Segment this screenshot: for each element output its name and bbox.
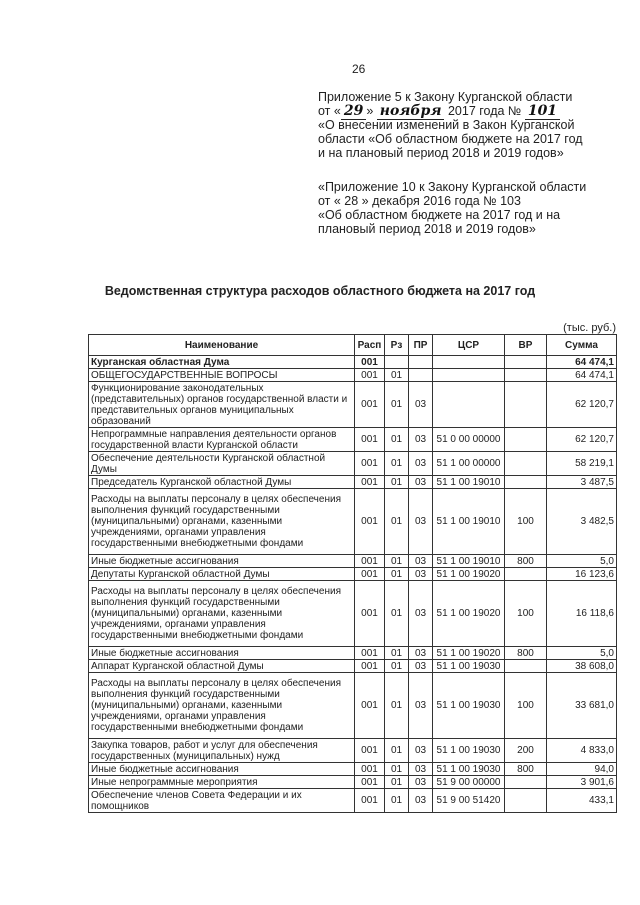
cell-sum: 4 833,0 (547, 739, 617, 763)
cell-name: Иные бюджетные ассигнования (89, 763, 355, 776)
cell-pr: 03 (409, 789, 433, 813)
cell-rz: 01 (385, 739, 409, 763)
table-row (89, 647, 617, 660)
cell-name: Расходы на выплаты персоналу в целях обеспечения выполнения функций государственными (муниципальными) органами, казенными учреждениями, органами управления государственными внебюджетными фондами (89, 489, 355, 555)
cell-rasp: 001 (355, 452, 385, 476)
cell-sum: 58 219,1 (547, 452, 617, 476)
cell-rasp: 001 (355, 660, 385, 673)
table-header-row (89, 335, 617, 356)
appendix-previous-line2: от « 28 » декабря 2016 года № 103 (318, 194, 521, 208)
cell-name: Обеспечение деятельности Курганской областной Думы (89, 452, 355, 476)
cell-sum: 5,0 (547, 555, 617, 568)
appendix-current-line1: Приложение 5 к Закону Курганской области (318, 90, 573, 104)
cell-pr: 03 (409, 673, 433, 739)
cell-name: Иные бюджетные ассигнования (89, 647, 355, 660)
cell-csr: 51 9 00 51420 (433, 789, 505, 813)
cell-sum: 3 901,6 (547, 776, 617, 789)
cell-rz: 01 (385, 452, 409, 476)
cell-rasp: 001 (355, 428, 385, 452)
cell-rasp: 001 (355, 739, 385, 763)
cell-vr (505, 382, 547, 428)
cell-vr: 100 (505, 489, 547, 555)
handwritten-number: 101 (525, 103, 560, 120)
cell-sum: 3 487,5 (547, 476, 617, 489)
table-row (89, 763, 617, 776)
cell-csr: 51 0 00 00000 (433, 428, 505, 452)
cell-name: Курганская областная Дума (89, 356, 355, 369)
header-rz: Рз (385, 335, 409, 356)
cell-sum: 16 123,6 (547, 568, 617, 581)
cell-vr (505, 356, 547, 369)
cell-name: Закупка товаров, работ и услуг для обеспечения государственных (муниципальных) нужд (89, 739, 355, 763)
header-csr: ЦСР (433, 335, 505, 356)
cell-name: Председатель Курганской областной Думы (89, 476, 355, 489)
table-row (89, 581, 617, 647)
cell-pr: 03 (409, 489, 433, 555)
cell-name: Депутаты Курганской областной Думы (89, 568, 355, 581)
cell-sum: 62 120,7 (547, 428, 617, 452)
cell-vr (505, 369, 547, 382)
cell-vr (505, 660, 547, 673)
cell-rasp: 001 (355, 776, 385, 789)
cell-pr: 03 (409, 382, 433, 428)
cell-sum: 62 120,7 (547, 382, 617, 428)
cell-vr: 200 (505, 739, 547, 763)
page-number: 26 (352, 62, 366, 76)
cell-vr (505, 452, 547, 476)
cell-sum: 5,0 (547, 647, 617, 660)
cell-pr: 03 (409, 555, 433, 568)
table-row (89, 382, 617, 428)
cell-csr (433, 369, 505, 382)
cell-csr: 51 1 00 19020 (433, 581, 505, 647)
cell-name: Расходы на выплаты персоналу в целях обеспечения выполнения функций государственными (муниципальными) органами, казенными учреждениями, органами управления государственными внебюджетными фондами (89, 581, 355, 647)
cell-vr (505, 428, 547, 452)
cell-name: Непрограммные направления деятельности органов государственной власти Курганской области (89, 428, 355, 452)
cell-vr (505, 476, 547, 489)
cell-rz: 01 (385, 660, 409, 673)
cell-pr: 03 (409, 776, 433, 789)
table-row (89, 476, 617, 489)
table-row (89, 452, 617, 476)
cell-rz: 01 (385, 581, 409, 647)
appendix-current-line4: области «Об областном бюджете на 2017 год (318, 132, 583, 146)
appendix-previous-line3: «Об областном бюджете на 2017 год и на (318, 208, 561, 222)
cell-rz: 01 (385, 369, 409, 382)
date-prefix: от « (318, 104, 341, 118)
table-row (89, 356, 617, 369)
cell-csr: 51 1 00 00000 (433, 452, 505, 476)
cell-rz: 01 (385, 647, 409, 660)
table-row (89, 568, 617, 581)
cell-rz: 01 (385, 476, 409, 489)
cell-rz: 01 (385, 776, 409, 789)
cell-name: Обеспечение членов Совета Федерации и их помощников (89, 789, 355, 813)
cell-rasp: 001 (355, 369, 385, 382)
cell-pr: 03 (409, 581, 433, 647)
date-year: 2017 года № (447, 104, 522, 118)
cell-csr: 51 1 00 19010 (433, 555, 505, 568)
cell-vr (505, 776, 547, 789)
cell-csr: 51 1 00 19030 (433, 660, 505, 673)
handwritten-day: 29 (341, 103, 366, 120)
appendix-current-line5: и на плановый период 2018 и 2019 годов» (318, 146, 564, 160)
cell-csr (433, 356, 505, 369)
cell-pr: 03 (409, 647, 433, 660)
cell-rz: 01 (385, 489, 409, 555)
cell-rasp: 001 (355, 647, 385, 660)
cell-rz: 01 (385, 382, 409, 428)
cell-rz: 01 (385, 763, 409, 776)
table-row (89, 489, 617, 555)
header-name: Наименование (89, 335, 355, 356)
cell-pr: 03 (409, 763, 433, 776)
cell-rasp: 001 (355, 763, 385, 776)
cell-name: Функционирование законодательных (представительных) органов государственной власти и представительных органов муниципальных образований (89, 382, 355, 428)
cell-name: Иные бюджетные ассигнования (89, 555, 355, 568)
appendix-previous-line1: «Приложение 10 к Закону Курганской области (318, 180, 587, 194)
cell-vr (505, 568, 547, 581)
cell-pr: 03 (409, 739, 433, 763)
header-vr: ВР (505, 335, 547, 356)
appendix-current-line3: «О внесении изменений в Закон Курганской (318, 118, 575, 132)
cell-name: ОБЩЕГОСУДАРСТВЕННЫЕ ВОПРОСЫ (89, 369, 355, 382)
cell-vr (505, 789, 547, 813)
cell-vr: 100 (505, 581, 547, 647)
cell-sum: 64 474,1 (547, 369, 617, 382)
cell-csr: 51 1 00 19010 (433, 489, 505, 555)
cell-csr: 51 1 00 19030 (433, 763, 505, 776)
handwritten-month: ноября (377, 103, 445, 120)
cell-sum: 3 482,5 (547, 489, 617, 555)
table-row (89, 673, 617, 739)
units-label: (тыс. руб.) (563, 322, 616, 334)
cell-name: Аппарат Курганской областной Думы (89, 660, 355, 673)
cell-pr: 03 (409, 476, 433, 489)
header-rasp: Расп (355, 335, 385, 356)
date-mid: » (366, 104, 374, 118)
cell-rasp: 001 (355, 555, 385, 568)
appendix-current-reference (318, 90, 618, 160)
cell-csr: 51 1 00 19010 (433, 476, 505, 489)
cell-vr: 800 (505, 555, 547, 568)
cell-rz: 01 (385, 789, 409, 813)
cell-pr (409, 369, 433, 382)
table-row (89, 660, 617, 673)
cell-sum: 33 681,0 (547, 673, 617, 739)
table-row (89, 776, 617, 789)
table-row (89, 555, 617, 568)
appendix-previous-reference (318, 180, 618, 236)
cell-pr: 03 (409, 428, 433, 452)
cell-rasp: 001 (355, 568, 385, 581)
table-row (89, 789, 617, 813)
cell-csr: 51 1 00 19030 (433, 673, 505, 739)
cell-pr: 03 (409, 568, 433, 581)
cell-rasp: 001 (355, 382, 385, 428)
cell-sum: 16 118,6 (547, 581, 617, 647)
header-sum: Сумма (547, 335, 617, 356)
cell-rasp: 001 (355, 581, 385, 647)
cell-rz (385, 356, 409, 369)
cell-pr: 03 (409, 660, 433, 673)
cell-vr: 800 (505, 647, 547, 660)
cell-sum: 94,0 (547, 763, 617, 776)
cell-name: Иные непрограммные мероприятия (89, 776, 355, 789)
cell-rasp: 001 (355, 356, 385, 369)
cell-pr (409, 356, 433, 369)
cell-rz: 01 (385, 568, 409, 581)
cell-rasp: 001 (355, 489, 385, 555)
cell-rz: 01 (385, 555, 409, 568)
cell-vr: 800 (505, 763, 547, 776)
cell-sum: 433,1 (547, 789, 617, 813)
appendix-previous-line4: плановый период 2018 и 2019 годов» (318, 222, 536, 236)
cell-rz: 01 (385, 428, 409, 452)
cell-rasp: 001 (355, 789, 385, 813)
cell-sum: 64 474,1 (547, 356, 617, 369)
budget-table (88, 334, 617, 813)
cell-csr: 51 1 00 19030 (433, 739, 505, 763)
table-row (89, 739, 617, 763)
cell-csr: 51 9 00 00000 (433, 776, 505, 789)
cell-csr: 51 1 00 19020 (433, 647, 505, 660)
table-row (89, 369, 617, 382)
header-pr: ПР (409, 335, 433, 356)
cell-csr: 51 1 00 19020 (433, 568, 505, 581)
appendix-current-date-line (318, 104, 618, 118)
table-body (89, 356, 617, 813)
cell-pr: 03 (409, 452, 433, 476)
document-title: Ведомственная структура расходов областного бюджета на 2017 год (104, 284, 536, 298)
cell-vr: 100 (505, 673, 547, 739)
cell-csr (433, 382, 505, 428)
table-row (89, 428, 617, 452)
cell-rasp: 001 (355, 673, 385, 739)
cell-name: Расходы на выплаты персоналу в целях обеспечения выполнения функций государственными (муниципальными) органами, казенными учреждениями, органами управления государственными внебюджетными фондами (89, 673, 355, 739)
cell-rz: 01 (385, 673, 409, 739)
cell-rasp: 001 (355, 476, 385, 489)
cell-sum: 38 608,0 (547, 660, 617, 673)
